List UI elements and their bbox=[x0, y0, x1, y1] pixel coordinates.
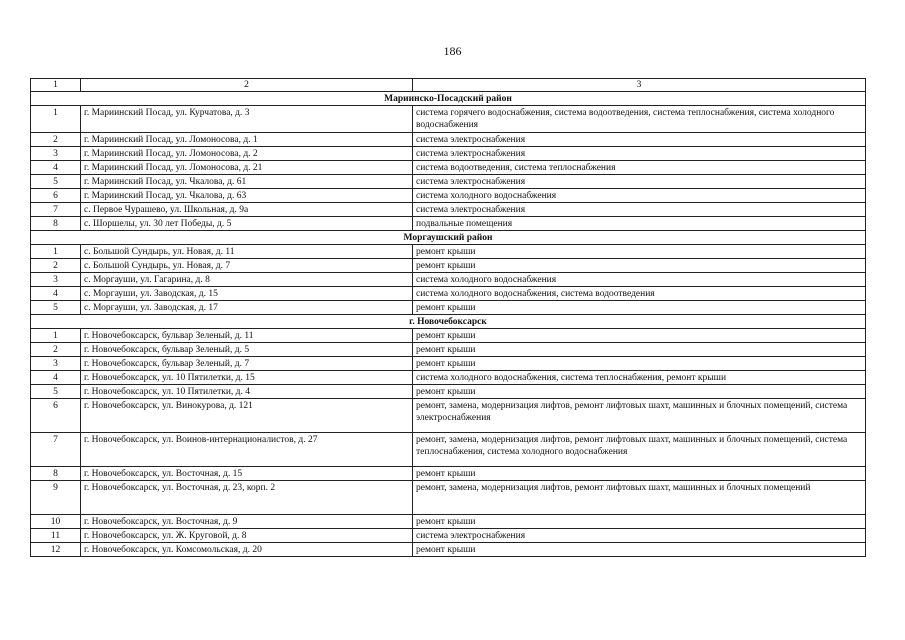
table-row bbox=[31, 106, 866, 133]
table-row bbox=[31, 371, 866, 385]
row-works: ремонт крыши bbox=[413, 329, 866, 343]
row-address: г. Мариинский Посад, ул. Чкалова, д. 63 bbox=[81, 189, 413, 203]
row-works: ремонт крыши bbox=[413, 515, 866, 529]
row-number: 6 bbox=[31, 399, 81, 433]
row-address: г. Мариинский Посад, ул. Ломоносова, д. 21 bbox=[81, 161, 413, 175]
table-row bbox=[31, 399, 866, 433]
section-title: Мариинско-Посадский район bbox=[31, 92, 866, 106]
row-works: ремонт, замена, модернизация лифтов, ремонт лифтовых шахт, машинных и блочных помещений, система электроснабжения bbox=[413, 399, 866, 433]
row-address: г. Новочебоксарск, ул. Комсомольская, д. 20 bbox=[81, 543, 413, 557]
row-works: система электроснабжения bbox=[413, 175, 866, 189]
row-number: 7 bbox=[31, 433, 81, 467]
row-number: 7 bbox=[31, 203, 81, 217]
row-number: 4 bbox=[31, 287, 81, 301]
row-address: г. Новочебоксарск, ул. Восточная, д. 9 bbox=[81, 515, 413, 529]
row-number: 1 bbox=[31, 245, 81, 259]
row-works: система холодного водоснабжения bbox=[413, 273, 866, 287]
row-number: 3 bbox=[31, 357, 81, 371]
row-number: 11 bbox=[31, 529, 81, 543]
section-title: г. Новочебоксарск bbox=[31, 315, 866, 329]
row-works: система холодного водоснабжения, система водоотведения bbox=[413, 287, 866, 301]
table-row bbox=[31, 343, 866, 357]
row-works: ремонт крыши bbox=[413, 245, 866, 259]
header-row bbox=[31, 79, 866, 92]
row-works: ремонт, замена, модернизация лифтов, ремонт лифтовых шахт, машинных и блочных помещений, система теплоснабжения, система холодного водоснабжения bbox=[413, 433, 866, 467]
row-works: система холодного водоснабжения, система теплоснабжения, ремонт крыши bbox=[413, 371, 866, 385]
section-header-row bbox=[31, 92, 866, 106]
row-address: г. Новочебоксарск, ул. 10 Пятилетки, д. 4 bbox=[81, 385, 413, 399]
row-address: г. Мариинский Посад, ул. Курчатова, д. 3 bbox=[81, 106, 413, 133]
row-number: 3 bbox=[31, 273, 81, 287]
table-row bbox=[31, 175, 866, 189]
row-address: г. Новочебоксарск, бульвар Зеленый, д. 11 bbox=[81, 329, 413, 343]
table-row bbox=[31, 467, 866, 481]
table-row bbox=[31, 529, 866, 543]
row-number: 6 bbox=[31, 189, 81, 203]
table-row bbox=[31, 147, 866, 161]
row-works: система водоотведения, система теплоснабжения bbox=[413, 161, 866, 175]
row-address: г. Новочебоксарск, ул. Восточная, д. 15 bbox=[81, 467, 413, 481]
row-address: с. Шоршелы, ул. 30 лет Победы, д. 5 bbox=[81, 217, 413, 231]
row-works: ремонт крыши bbox=[413, 301, 866, 315]
row-number: 5 bbox=[31, 175, 81, 189]
row-number: 2 bbox=[31, 259, 81, 273]
row-address: с. Первое Чурашево, ул. Школьная, д. 9а bbox=[81, 203, 413, 217]
row-works: система электроснабжения bbox=[413, 529, 866, 543]
table-row bbox=[31, 133, 866, 147]
row-works: ремонт крыши bbox=[413, 385, 866, 399]
row-address: с. Моргауши, ул. Заводская, д. 15 bbox=[81, 287, 413, 301]
row-number: 4 bbox=[31, 371, 81, 385]
row-number: 10 bbox=[31, 515, 81, 529]
works-table bbox=[30, 78, 866, 557]
row-number: 2 bbox=[31, 343, 81, 357]
table-row bbox=[31, 515, 866, 529]
section-header-row bbox=[31, 231, 866, 245]
row-number: 3 bbox=[31, 147, 81, 161]
row-number: 5 bbox=[31, 301, 81, 315]
row-address: с. Большой Сундырь, ул. Новая, д. 11 bbox=[81, 245, 413, 259]
row-number: 1 bbox=[31, 106, 81, 133]
row-address: г. Новочебоксарск, бульвар Зеленый, д. 5 bbox=[81, 343, 413, 357]
section-header-row bbox=[31, 315, 866, 329]
row-address: с. Моргауши, ул. Гагарина, д. 8 bbox=[81, 273, 413, 287]
table-row bbox=[31, 357, 866, 371]
row-address: г. Новочебоксарск, ул. Воинов-интернационалистов, д. 27 bbox=[81, 433, 413, 467]
row-address: г. Новочебоксарск, ул. 10 Пятилетки, д. 15 bbox=[81, 371, 413, 385]
row-address: г. Новочебоксарск, ул. Восточная, д. 23, корп. 2 bbox=[81, 481, 413, 515]
row-number: 5 bbox=[31, 385, 81, 399]
table-row bbox=[31, 287, 866, 301]
row-works: ремонт крыши bbox=[413, 259, 866, 273]
row-works: ремонт крыши bbox=[413, 543, 866, 557]
table-row bbox=[31, 217, 866, 231]
table-row bbox=[31, 189, 866, 203]
table-row bbox=[31, 301, 866, 315]
table-row bbox=[31, 385, 866, 399]
table-row bbox=[31, 161, 866, 175]
row-works: система горячего водоснабжения, система водоотведения, система теплоснабжения, система холодного водоснабжения bbox=[413, 106, 866, 133]
row-number: 12 bbox=[31, 543, 81, 557]
row-works: ремонт крыши bbox=[413, 343, 866, 357]
row-works: ремонт крыши bbox=[413, 467, 866, 481]
row-number: 8 bbox=[31, 467, 81, 481]
row-address: г. Новочебоксарск, бульвар Зеленый, д. 7 bbox=[81, 357, 413, 371]
section-title: Моргаушский район bbox=[31, 231, 866, 245]
row-address: с. Большой Сундырь, ул. Новая, д. 7 bbox=[81, 259, 413, 273]
row-address: с. Моргауши, ул. Заводская, д. 17 bbox=[81, 301, 413, 315]
row-works: система электроснабжения bbox=[413, 203, 866, 217]
header-col-2: 2 bbox=[81, 79, 413, 92]
row-address: г. Новочебоксарск, ул. Винокурова, д. 121 bbox=[81, 399, 413, 433]
row-number: 8 bbox=[31, 217, 81, 231]
row-works: подвальные помещения bbox=[413, 217, 866, 231]
table-row bbox=[31, 543, 866, 557]
header-col-3: 3 bbox=[413, 79, 866, 92]
table-row bbox=[31, 259, 866, 273]
row-address: г. Новочебоксарск, ул. Ж. Круговой, д. 8 bbox=[81, 529, 413, 543]
row-works: ремонт, замена, модернизация лифтов, ремонт лифтовых шахт, машинных и блочных помещений bbox=[413, 481, 866, 515]
row-number: 4 bbox=[31, 161, 81, 175]
row-works: система холодного водоснабжения bbox=[413, 189, 866, 203]
table-body bbox=[31, 92, 866, 557]
table-row bbox=[31, 245, 866, 259]
row-number: 2 bbox=[31, 133, 81, 147]
table-row bbox=[31, 273, 866, 287]
page-number: 186 bbox=[443, 44, 462, 58]
row-number: 9 bbox=[31, 481, 81, 515]
table-row bbox=[31, 481, 866, 515]
row-works: ремонт крыши bbox=[413, 357, 866, 371]
row-works: система электроснабжения bbox=[413, 147, 866, 161]
header-col-1: 1 bbox=[31, 79, 81, 92]
row-address: г. Мариинский Посад, ул. Чкалова, д. 61 bbox=[81, 175, 413, 189]
table-row bbox=[31, 433, 866, 467]
row-address: г. Мариинский Посад, ул. Ломоносова, д. 1 bbox=[81, 133, 413, 147]
row-address: г. Мариинский Посад, ул. Ломоносова, д. 2 bbox=[81, 147, 413, 161]
row-works: система электроснабжения bbox=[413, 133, 866, 147]
table-row bbox=[31, 203, 866, 217]
row-number: 1 bbox=[31, 329, 81, 343]
table-row bbox=[31, 329, 866, 343]
